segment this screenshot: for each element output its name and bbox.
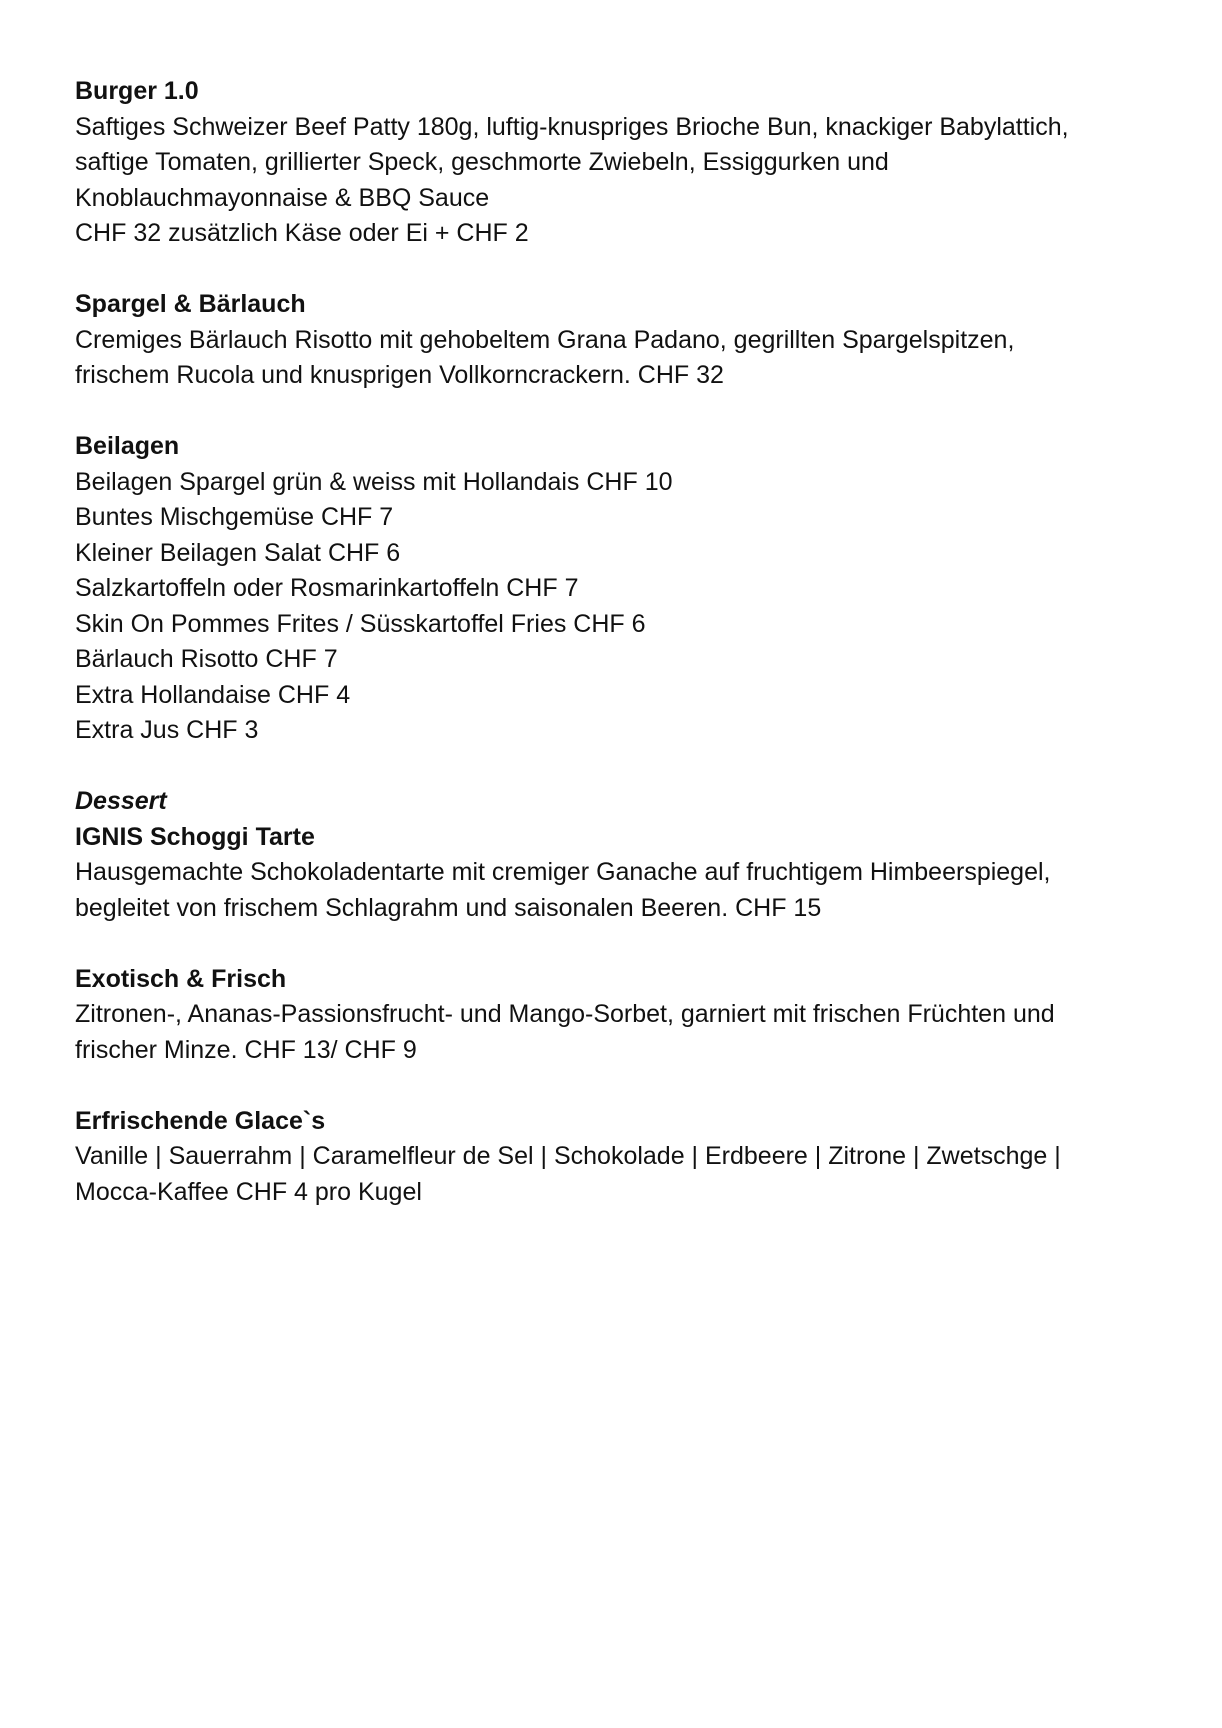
section-spargel (75, 287, 1165, 394)
side-item: Bärlauch Risotto CHF 7 (75, 645, 338, 673)
dish-title: Spargel & Bärlauch (75, 290, 306, 318)
dish-description-line: Saftiges Schweizer Beef Patty 180g, luftig-knuspriges Brioche Bun, knackiger Babylattich, (75, 112, 1069, 141)
dish-description-line: saftige Tomaten, grillierter Speck, geschmorte Zwiebeln, Essiggurken und (75, 148, 889, 176)
menu-content (75, 74, 1165, 1246)
side-item: Salzkartoffeln oder Rosmarinkartoffeln CHF 7 (75, 574, 579, 602)
side-item: Kleiner Beilagen Salat CHF 6 (75, 538, 401, 567)
side-item: Extra Jus CHF 3 (75, 716, 259, 744)
dish-title: Burger 1.0 (75, 77, 199, 105)
side-item: Buntes Mischgemüse CHF 7 (75, 503, 394, 531)
section-exotisch (75, 962, 1165, 1069)
section-burger (75, 74, 1165, 252)
dish-description-line: begleitet von frischem Schlagrahm und saisonalen Beeren. CHF 15 (75, 893, 822, 922)
section-beilagen (75, 429, 1165, 749)
dish-description-line: frischer Minze. CHF 13/ CHF 9 (75, 1035, 417, 1064)
section-dessert-tarte (75, 784, 1165, 926)
dish-title: Erfrischende Glace`s (75, 1106, 326, 1135)
dish-description-line: Vanille | Sauerrahm | Caramelfleur de Sel | Schokolade | Erdbeere | Zitrone | Zwetschge | (75, 1142, 1061, 1170)
dish-description-line: frischem Rucola und knusprigen Vollkorncrackern. CHF 32 (75, 361, 724, 389)
dish-title: Exotisch & Frisch (75, 964, 287, 993)
category-title: Dessert (75, 787, 167, 815)
section-title: Beilagen (75, 432, 180, 460)
dish-description-line: Mocca-Kaffee CHF 4 pro Kugel (75, 1177, 422, 1206)
dish-price-line: CHF 32 zusätzlich Käse oder Ei + CHF 2 (75, 219, 529, 247)
side-item: Skin On Pommes Frites / Süsskartoffel Fries CHF 6 (75, 609, 646, 638)
dish-description-line: Knoblauchmayonnaise & BBQ Sauce (75, 183, 490, 212)
dish-description-line: Hausgemachte Schokoladentarte mit cremiger Ganache auf fruchtigem Himbeerspiegel, (75, 858, 1051, 886)
dish-description-line: Cremiges Bärlauch Risotto mit gehobeltem Grana Padano, gegrillten Spargelspitzen, (75, 325, 1015, 354)
side-item: Extra Hollandaise CHF 4 (75, 680, 351, 709)
dish-description-line: Zitronen-, Ananas-Passionsfrucht- und Mango-Sorbet, garniert mit frischen Früchten und (75, 1000, 1055, 1028)
dish-title: IGNIS Schoggi Tarte (75, 822, 315, 851)
section-glace (75, 1104, 1165, 1211)
side-item: Beilagen Spargel grün & weiss mit Hollandais CHF 10 (75, 467, 673, 496)
